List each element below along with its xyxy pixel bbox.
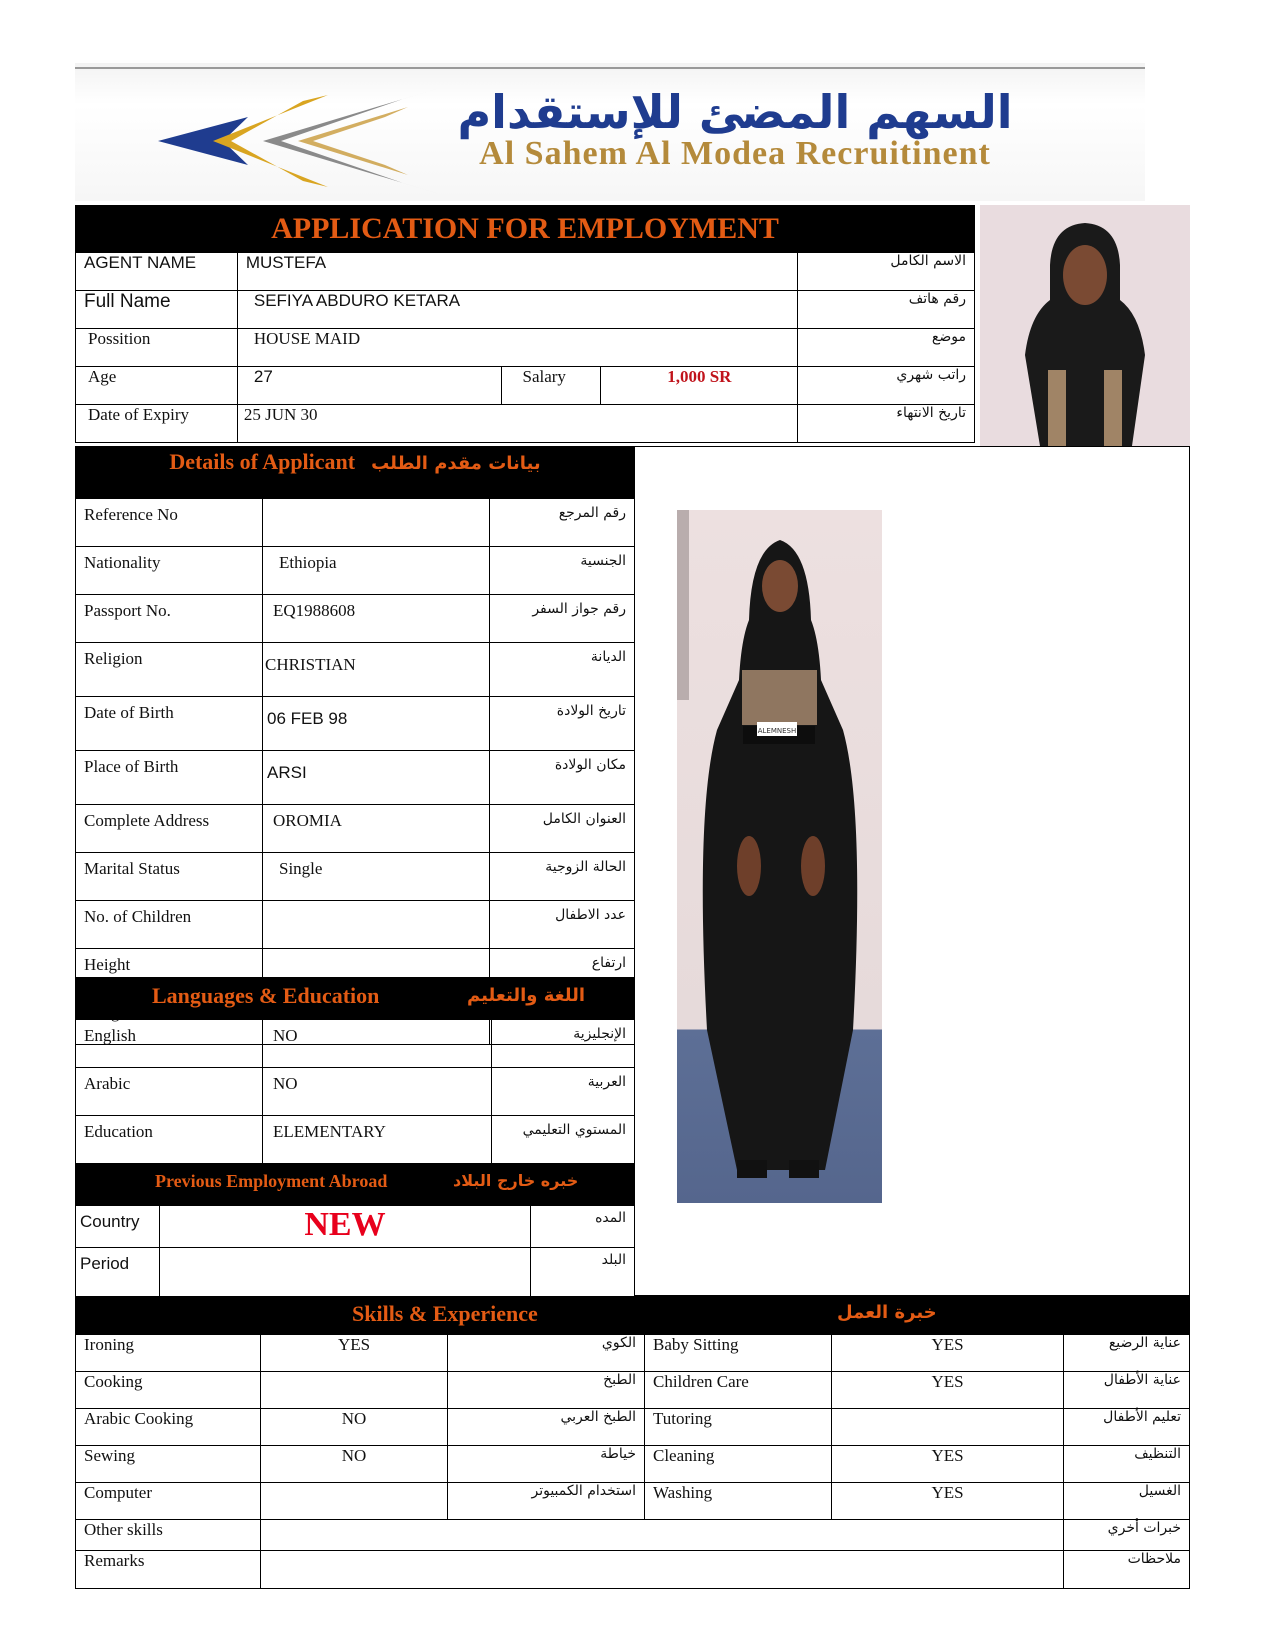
label-position: Possition [76,329,238,367]
skill-baby-sitting: Baby Sitting [645,1335,832,1372]
skill-arabic-cooking: Arabic Cooking [76,1409,261,1446]
value-date-of-birth: 06 FEB 98 [263,697,490,751]
arabic-no-of-children: عدد الاطفال [490,901,635,949]
skill-cooking-value [261,1372,448,1409]
label-age: Age [76,367,238,405]
details-title-arabic: بيانات مقدم الطلب [371,453,541,474]
value-agent-name: MUSTEFA [237,253,797,291]
skill-arabic-cooking-value: NO [261,1409,448,1446]
value-nationality: Ethiopia [263,547,490,595]
skill-baby-sitting-value: YES [832,1335,1064,1372]
label-arabic: Arabic [76,1068,263,1116]
skill-cleaning-arabic: التنظيف [1064,1446,1190,1483]
applicant-summary-table [75,252,975,443]
label-country: Country [76,1206,160,1248]
person-full-body-icon [677,510,882,1203]
value-religion: CHRISTIAN [263,643,490,697]
label-date-of-expiry: Date of Expiry [76,405,238,443]
label-passport-no: Passport No. [76,595,263,643]
languages-title-arabic: اللغة والتعليم [467,985,586,1006]
arabic-other-skills: خبرات أخري [1064,1520,1190,1551]
label-remarks: Remarks [76,1551,261,1589]
label-other-skills: Other skills [76,1520,261,1551]
label-education: Education [76,1116,263,1173]
skills-title-bar [75,1296,1190,1334]
previous-title-arabic: خبره خارج البلاد [453,1171,579,1190]
arabic-arabic: العربية [492,1068,635,1116]
arabic-date-of-expiry: تاريخ الانتهاء [798,405,975,443]
arabic-religion: الديانة [490,643,635,697]
value-period [160,1248,531,1298]
value-other-skills [261,1520,1064,1551]
arabic-period: البلد [531,1248,635,1298]
skill-computer: Computer [76,1483,261,1520]
skill-cleaning: Cleaning [645,1446,832,1483]
skill-tutoring-arabic: تعليم الأطفال [1064,1409,1190,1446]
skill-arabic-cooking-arabic: الطبخ العربي [448,1409,645,1446]
arabic-height: ارتفاع [490,949,635,997]
value-remarks [261,1551,1064,1589]
details-title-bar [75,446,635,498]
headshot-photo [980,205,1190,446]
value-date-of-expiry: 25 JUN 30 [237,405,797,443]
skill-washing-value: YES [832,1483,1064,1520]
application-title: APPLICATION FOR EMPLOYMENT [271,212,779,245]
value-complete-address: OROMIA [263,805,490,853]
arabic-english: الإنجليزية [492,1020,635,1068]
skill-computer-arabic: استخدام الكمبيوتر [448,1483,645,1520]
skill-baby-sitting-arabic: عناية الرضيع [1064,1335,1190,1372]
value-place-of-birth: ARSI [263,751,490,805]
skill-cooking-arabic: الطبخ [448,1372,645,1409]
logo-arabic-text: السهم المضئ للإستقدام [457,85,1013,139]
arabic-country: المده [531,1206,635,1248]
label-complete-address: Complete Address [76,805,263,853]
languages-table [75,1019,635,1173]
arabic-passport-no: رقم جواز السفر [490,595,635,643]
label-english: English [76,1020,263,1068]
label-full-name: Full Name [76,291,238,329]
person-headshot-icon [980,205,1190,446]
value-reference-no [263,499,490,547]
arabic-phone: رقم هاتف [798,291,975,329]
details-table [75,498,635,1045]
skill-sewing-arabic: خياطة [448,1446,645,1483]
value-no-of-children [263,901,490,949]
languages-title: Languages & Education [152,983,380,1008]
previous-status-new: NEW [160,1206,531,1248]
arabic-salary: راتب شهري [798,367,975,405]
label-salary: Salary [502,367,601,405]
label-date-of-birth: Date of Birth [76,697,263,751]
value-position: HOUSE MAID [237,329,797,367]
skill-cooking: Cooking [76,1372,261,1409]
skill-ironing: Ironing [76,1335,261,1372]
banner-top-line [75,67,1145,69]
arabic-education: المستوي التعليمي [492,1116,635,1173]
arabic-complete-address: العنوان الكامل [490,805,635,853]
label-nationality: Nationality [76,547,263,595]
previous-title: Previous Employment Abroad [155,1171,388,1191]
details-title: Details of Applicant [169,449,356,474]
skill-sewing-value: NO [261,1446,448,1483]
label-height: Height [76,949,263,997]
skills-title: Skills & Experience [352,1301,538,1326]
skill-tutoring: Tutoring [645,1409,832,1446]
label-reference-no: Reference No [76,499,263,547]
previous-title-bar [75,1163,635,1205]
arabic-remarks: ملاحظات [1064,1551,1190,1589]
value-age: 27 [237,367,502,405]
value-english: NO [263,1020,492,1068]
label-religion: Religion [76,643,263,697]
value-salary: 1,000 SR [601,367,798,405]
skill-ironing-arabic: الكوي [448,1335,645,1372]
skills-title-arabic: خبرة العمل [837,1302,937,1323]
label-no-of-children: No. of Children [76,901,263,949]
value-marital-status: Single [263,853,490,901]
skill-children-care: Children Care [645,1372,832,1409]
label-agent-name: AGENT NAME [76,253,238,291]
full-body-photo [677,510,882,1203]
arabic-position: موضع [798,329,975,367]
arabic-reference-no: رقم المرجع [490,499,635,547]
previous-table [75,1205,635,1298]
arabic-date-of-birth: تاريخ الولادة [490,697,635,751]
value-full-name: SEFIYA ABDURO KETARA [237,291,797,329]
value-passport-no: EQ1988608 [263,595,490,643]
skill-computer-value [261,1483,448,1520]
arabic-marital-status: الحالة الزوجية [490,853,635,901]
label-period: Period [76,1248,160,1298]
arabic-nationality: الجنسية [490,547,635,595]
logo-english-text: Al Sahem Al Modea Recruitinent [479,135,991,172]
skill-cleaning-value: YES [832,1446,1064,1483]
value-arabic: NO [263,1068,492,1116]
skills-table [75,1334,1190,1589]
arabic-place-of-birth: مكان الولادة [490,751,635,805]
label-marital-status: Marital Status [76,853,263,901]
skill-tutoring-value [832,1409,1064,1446]
skill-children-care-arabic: عناية الأطفال [1064,1372,1190,1409]
label-place-of-birth: Place of Birth [76,751,263,805]
skill-washing: Washing [645,1483,832,1520]
skill-washing-arabic: الغسيل [1064,1483,1190,1520]
application-title-bar [75,205,975,252]
skill-ironing-value: YES [261,1335,448,1372]
skill-sewing: Sewing [76,1446,261,1483]
value-education: ELEMENTARY [263,1116,492,1173]
name-badge-text: ALEMNESH [757,727,797,735]
skill-children-care-value: YES [832,1372,1064,1409]
header-banner [75,63,1145,201]
arabic-agent-name: الاسم الكامل [798,253,975,291]
languages-title-bar [75,977,635,1019]
